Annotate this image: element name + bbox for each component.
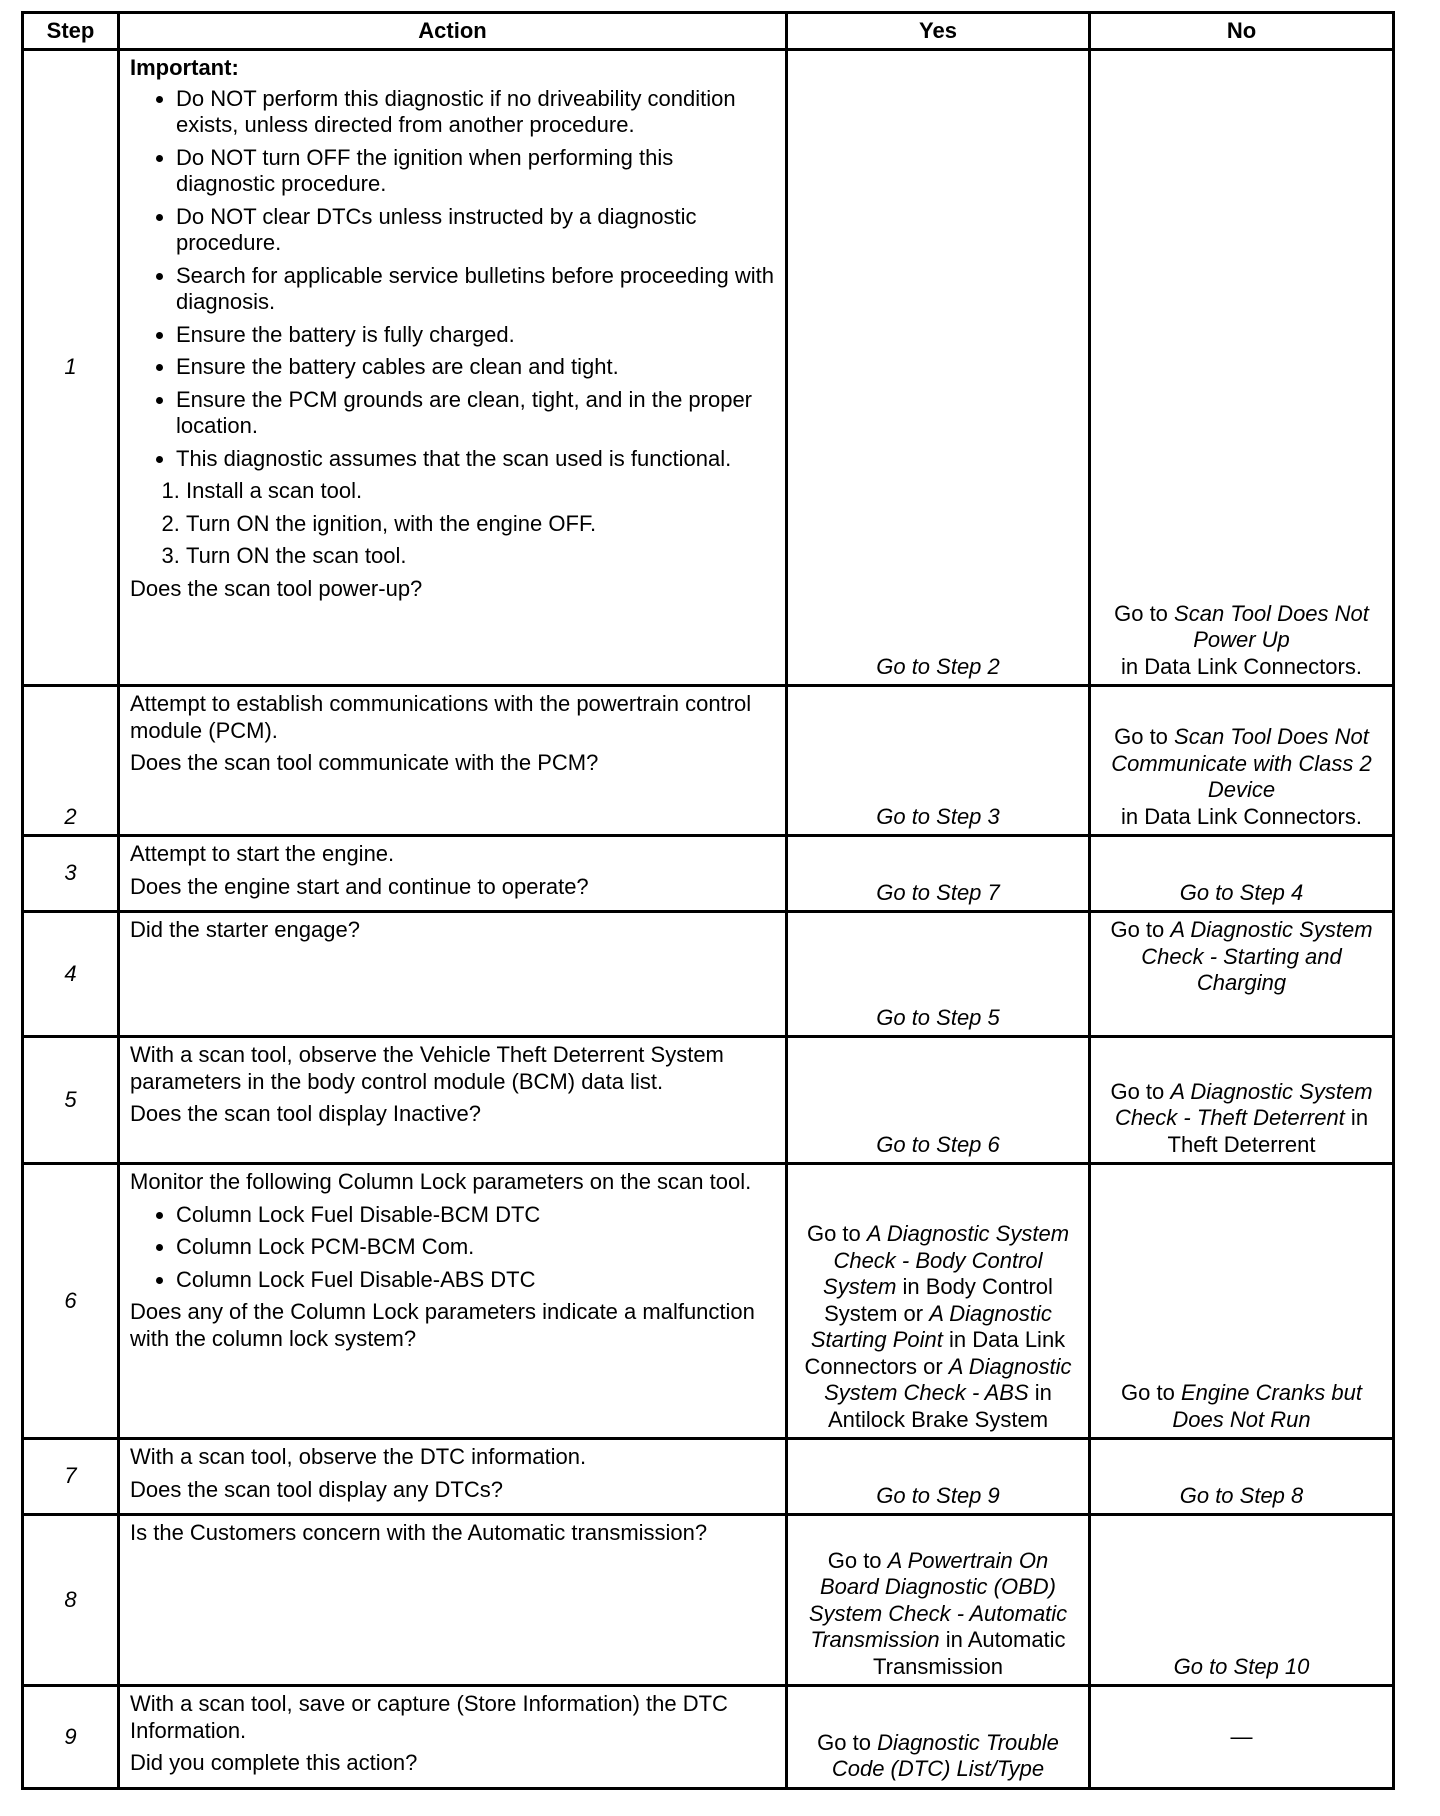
step-row-9 xyxy=(23,1686,1394,1789)
step-number: 3 xyxy=(23,836,119,912)
important-heading: Important: xyxy=(130,55,239,80)
action-text: Does the scan tool display Inactive? xyxy=(130,1101,481,1126)
step-row-2 xyxy=(23,686,1394,836)
header-step: Step xyxy=(23,13,119,50)
result-text: in Data Link Connectors. xyxy=(1121,653,1362,679)
step-row-5 xyxy=(23,1037,1394,1164)
result-text: Go to xyxy=(1110,917,1171,942)
bullet-item: • Ensure the battery cables are clean and tight. xyxy=(176,354,775,381)
reference-link: Scan Tool Does Not Communicate with Class 2 Device xyxy=(1111,724,1372,802)
reference-link: Go to Step 3 xyxy=(876,803,1000,829)
header-row xyxy=(23,13,1394,50)
action-cell xyxy=(119,912,787,1037)
action-text: Did you complete this action? xyxy=(130,1750,418,1775)
bullet-item: • Do NOT clear DTCs unless instructed by a diagnostic procedure. xyxy=(176,204,775,257)
step-row-7 xyxy=(23,1439,1394,1515)
result-text: in Automatic Transmission xyxy=(873,1627,1066,1679)
bullet-item: • Ensure the PCM grounds are clean, tight, and in the proper location. xyxy=(176,387,775,440)
reference-link: Go to Step 7 xyxy=(876,879,1000,905)
bullet-item: • This diagnostic assumes that the scan used is functional. xyxy=(176,446,775,473)
result-text: Go to xyxy=(1114,724,1175,749)
result-text: Go to xyxy=(827,1547,888,1573)
action-text: With a scan tool, observe the DTC information. xyxy=(130,1444,587,1469)
result-text: — xyxy=(1230,1723,1253,1749)
bullet-list xyxy=(130,1202,775,1294)
action-text: Does the engine start and continue to operate? xyxy=(130,873,589,899)
step-number: 1 xyxy=(23,50,119,686)
header-no: No xyxy=(1090,13,1394,50)
result-text: Go to xyxy=(1110,1078,1171,1104)
reference-link: Engine Cranks but Does Not Run xyxy=(1172,1380,1362,1432)
action-cell xyxy=(119,1164,787,1439)
bullet-item: • Column Lock Fuel Disable-ABS DTC xyxy=(176,1267,775,1294)
bullet-item: • Do NOT turn OFF the ignition when performing this diagnostic procedure. xyxy=(176,145,775,198)
result-text: Go to xyxy=(1114,600,1175,626)
bullet-item: • Do NOT perform this diagnostic if no driveability condition exists, unless directed from another procedure. xyxy=(176,86,775,139)
numbered-item: 3. Turn ON the scan tool. xyxy=(186,543,775,570)
step-row-8 xyxy=(23,1515,1394,1686)
step-number: 7 xyxy=(23,1439,119,1515)
no-result xyxy=(1090,1515,1394,1686)
step-number: 4 xyxy=(23,912,119,1037)
no-result xyxy=(1090,686,1394,836)
reference-link: Go to Step 9 xyxy=(876,1482,1000,1508)
result-text: Go to xyxy=(806,1221,867,1246)
no-result xyxy=(1090,836,1394,912)
action-question: Does any of the Column Lock parameters indicate a malfunction with the column lock system? xyxy=(130,1299,755,1351)
no-result xyxy=(1090,1164,1394,1439)
yes-result xyxy=(787,1164,1090,1439)
action-question: Does the scan tool power-up? xyxy=(130,575,423,601)
reference-link: A Diagnostic System Check - Starting and Charging xyxy=(1141,917,1373,995)
reference-link: A Diagnostic System Check - Theft Deterrent xyxy=(1114,1078,1373,1130)
action-text: Does the scan tool display any DTCs? xyxy=(130,1476,503,1502)
action-cell xyxy=(119,50,787,686)
step-number: 9 xyxy=(23,1686,119,1789)
no-result xyxy=(1090,912,1394,1037)
reference-link: Scan Tool Does Not Power Up xyxy=(1174,600,1369,652)
action-text: Does the scan tool communicate with the PCM? xyxy=(130,750,599,775)
action-text: Is the Customers concern with the Automatic transmission? xyxy=(130,1520,708,1545)
action-text: Did the starter engage? xyxy=(130,917,360,942)
step-number: 6 xyxy=(23,1164,119,1439)
bullet-list xyxy=(130,86,775,473)
numbered-item: 2. Turn ON the ignition, with the engine OFF. xyxy=(186,511,775,538)
reference-link: Go to Step 2 xyxy=(876,653,1000,679)
result-text: in Theft Deterrent xyxy=(1167,1105,1369,1157)
numbered-item: 1. Install a scan tool. xyxy=(186,478,775,505)
yes-result xyxy=(787,1686,1090,1789)
action-text: With a scan tool, observe the Vehicle Theft Deterrent System parameters in the body control module (BCM) data list. xyxy=(130,1042,724,1094)
yes-result xyxy=(787,1439,1090,1515)
result-text: in Data Link Connectors. xyxy=(1121,803,1362,829)
action-cell xyxy=(119,1515,787,1686)
yes-result xyxy=(787,1037,1090,1164)
action-text: Attempt to start the engine. xyxy=(130,841,395,866)
no-result xyxy=(1090,1037,1394,1164)
action-cell xyxy=(119,1037,787,1164)
numbered-list xyxy=(130,478,775,570)
reference-link: Go to Step 4 xyxy=(1179,879,1304,905)
action-text: Attempt to establish communications with the powertrain control module (PCM). xyxy=(130,691,752,743)
header-action: Action xyxy=(119,13,787,50)
bullet-item: • Column Lock Fuel Disable-BCM DTC xyxy=(176,1202,775,1229)
action-text: Monitor the following Column Lock parameters on the scan tool. xyxy=(130,1169,752,1194)
step-row-4 xyxy=(23,912,1394,1037)
result-text: in Antilock Brake System xyxy=(827,1380,1052,1432)
header-yes: Yes xyxy=(787,13,1090,50)
action-cell xyxy=(119,1686,787,1789)
step-number: 8 xyxy=(23,1515,119,1686)
bullet-item: • Column Lock PCM-BCM Com. xyxy=(176,1234,775,1261)
bullet-item: • Search for applicable service bulletins before proceeding with diagnosis. xyxy=(176,263,775,316)
reference-link: Go to Step 6 xyxy=(876,1131,1000,1157)
reference-link: Diagnostic Trouble Code (DTC) List/Type xyxy=(831,1729,1059,1781)
action-cell xyxy=(119,1439,787,1515)
yes-result xyxy=(787,50,1090,686)
result-text: Go to xyxy=(817,1729,878,1755)
action-cell xyxy=(119,836,787,912)
result-text: in Body Control System or xyxy=(824,1274,1053,1326)
no-result xyxy=(1090,1686,1394,1789)
action-cell xyxy=(119,686,787,836)
diagnostic-table xyxy=(21,11,1395,1790)
no-result xyxy=(1090,1439,1394,1515)
step-row-3 xyxy=(23,836,1394,912)
reference-link: Go to Step 8 xyxy=(1179,1482,1304,1508)
step-row-1 xyxy=(23,50,1394,686)
reference-link: A Diagnostic System Check - ABS xyxy=(824,1353,1072,1405)
reference-link: Go to Step 5 xyxy=(876,1004,1000,1030)
yes-result xyxy=(787,686,1090,836)
reference-link: A Powertrain On Board Diagnostic (OBD) System Check - Automatic Transmission xyxy=(808,1547,1068,1652)
no-result xyxy=(1090,50,1394,686)
reference-link: Go to Step 10 xyxy=(1173,1653,1310,1679)
reference-link: A Diagnostic System Check - Body Control System xyxy=(823,1221,1070,1299)
result-text: Go to xyxy=(1121,1380,1181,1405)
result-text: in Data Link Connectors or xyxy=(804,1327,1066,1379)
step-number: 5 xyxy=(23,1037,119,1164)
reference-link: A Diagnostic Starting Point xyxy=(810,1300,1052,1352)
bullet-item: • Ensure the battery is fully charged. xyxy=(176,322,775,349)
action-text: With a scan tool, save or capture (Store Information) the DTC Information. xyxy=(130,1691,728,1743)
yes-result xyxy=(787,912,1090,1037)
step-row-6 xyxy=(23,1164,1394,1439)
yes-result xyxy=(787,836,1090,912)
yes-result xyxy=(787,1515,1090,1686)
step-number: 2 xyxy=(23,686,119,836)
